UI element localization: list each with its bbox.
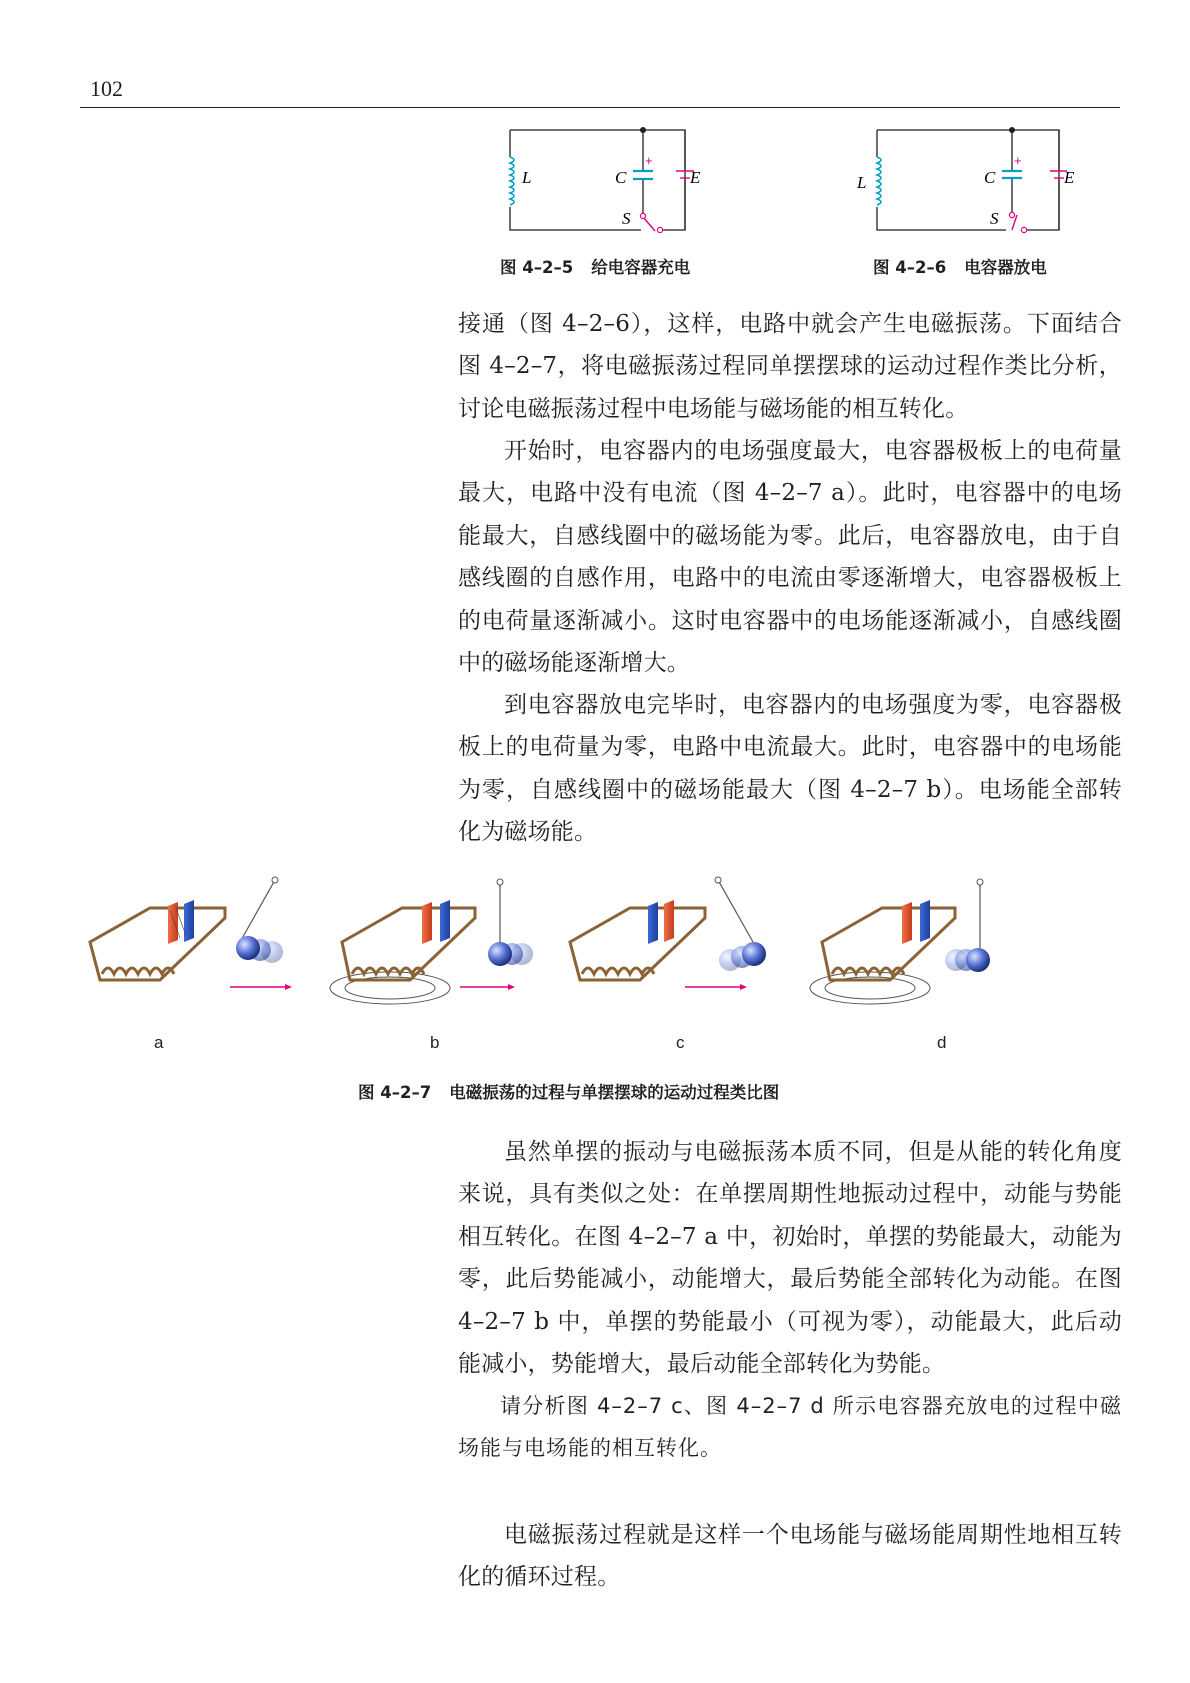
page-number: 102 — [90, 76, 123, 101]
header-rule — [80, 107, 1120, 108]
figure-number: 图 4–2–6 — [873, 258, 947, 277]
source-label: E — [1064, 168, 1075, 187]
circuit-diagram-charging — [490, 115, 700, 240]
paragraph-1: 接通（图 4–2–6），这样，电路中就会产生电磁振荡。下面结合图 4–2–7，将电磁振荡过程同单摆摆球的运动过程作类比分析，讨论电磁振荡过程中电场能与磁场能的相互转化。 — [458, 311, 1122, 422]
switch-label: S — [990, 209, 999, 228]
source-label: E — [690, 168, 701, 187]
paragraph-6: 电磁振荡过程就是这样一个电场能与磁场能周期性地相互转化的循环过程。 — [458, 1522, 1122, 1591]
panel-b — [330, 879, 533, 1004]
inductor-label: L — [857, 173, 867, 192]
capacitor-label: C — [984, 168, 996, 187]
analogy-figure — [80, 870, 1120, 1050]
figure-caption-4-2-5 — [500, 254, 690, 278]
panel-label-c: c — [676, 1033, 685, 1052]
paragraph-4: 虽然单摆的振动与电磁振荡本质不同，但是从能的转化角度来说，具有类似之处：在单摆周期性地振动过程中，动能与势能相互转化。在图 4–2–7 a 中，初始时，单摆的势能最大，动能为零，此后势能减小，动能增大，最后势能全部转化为动能。在图 4–2–7 b 中，单摆的势能最小（可视为零），动能最大，此后动能减小，势能增大，最后动能全部转化为势能。 — [458, 1139, 1122, 1378]
figure-title: 给电容器充电 — [591, 258, 691, 277]
switch-label: S — [622, 209, 631, 228]
panel-c — [570, 877, 766, 980]
capacitor-label: C — [615, 168, 627, 187]
panel-label-b: b — [430, 1033, 440, 1052]
panel-a — [90, 877, 283, 980]
figure-caption-4-2-6 — [873, 254, 1047, 278]
circuit-diagram-discharging — [857, 115, 1075, 240]
figure-title: 电磁振荡的过程与单摆摆球的运动过程类比图 — [449, 1083, 780, 1102]
plus-label: + — [645, 153, 653, 168]
figure-title: 电容器放电 — [964, 258, 1047, 277]
figure-caption-4-2-7 — [358, 1079, 779, 1103]
plus-label: + — [1014, 153, 1022, 168]
panel-label-d: d — [937, 1033, 947, 1052]
paragraph-3: 到电容器放电完毕时，电容器内的电场强度为零，电容器极板上的电荷量为零，电路中电流最大。此时，电容器中的电场能为零，自感线圈中的磁场能最大（图 4–2–7 b）。电场能全部转化为磁场能。 — [458, 692, 1122, 846]
inductor-label: L — [522, 168, 532, 187]
panel-d — [810, 879, 990, 1004]
paragraph-2: 开始时，电容器内的电场强度最大，电容器极板上的电荷量最大，电路中没有电流（图 4–2–7 a）。此时，电容器中的电场能最大，自感线圈中的磁场能为零。此后，电容器放电，由于自感线圈的自感作用，电路中的电流由零逐渐增大，电容器极板上的电荷量逐渐减小。这时电容器中的电场能逐渐减小，自感线圈中的磁场能逐渐增大。 — [458, 438, 1122, 677]
figure-number: 图 4–2–7 — [358, 1083, 432, 1102]
panel-label-a: a — [154, 1033, 164, 1052]
figure-number: 图 4–2–5 — [500, 258, 574, 277]
analysis-prompt: 请分析图 4–2–7 c、图 4–2–7 d 所示电容器充放电的过程中磁场能与电场能的相互转化。 — [458, 1394, 1122, 1461]
